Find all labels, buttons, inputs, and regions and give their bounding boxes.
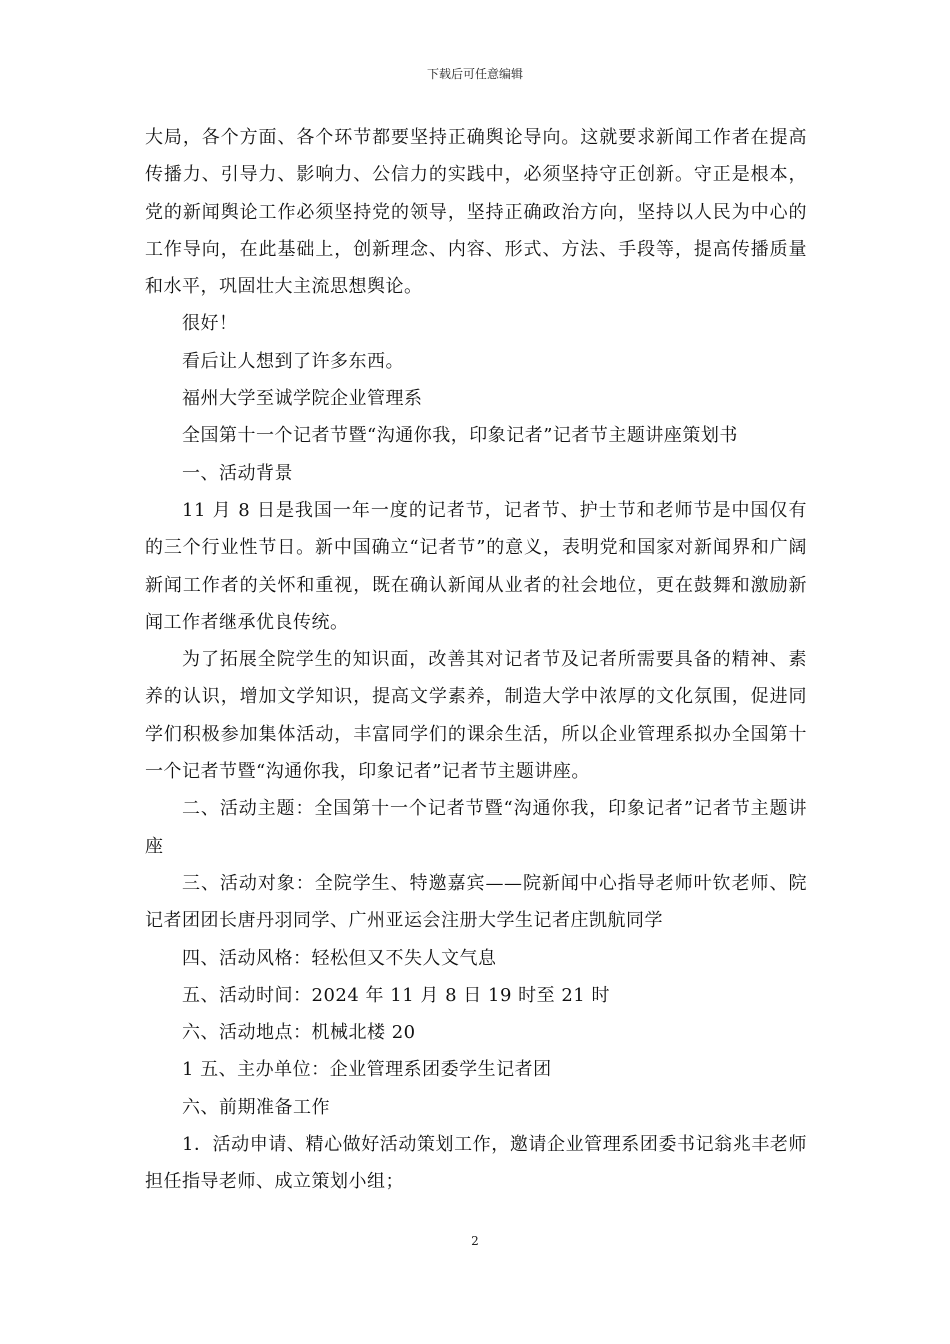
section-heading: 四、活动风格：轻松但又不失人文气息 [182,947,497,969]
paragraph: 大局，各个方面、各个环节都要坚持正确舆论导向。这就要求新闻工作者在提高传播力、引导力、影响力、公信力的实践中，必须坚持守正创新。守正是根本，党的新闻舆论工作必须坚持党的领导，坚持正确政治方向，坚持以人民为中心的工作导向，在此基础上，创新理念、内容、形式、方法、手段等，提高传播质量和水平，巩固壮大主流思想舆论。 [145,127,807,298]
paragraph: 看后让人想到了许多东西。 [182,350,404,372]
paragraph: 11 月 8 日是我国一年一度的记者节，记者节、护士节和老师节是中国仅有的三个行业性节日。新中国确立“记者节”的意义，表明党和国家对新闻界和广阔新闻工作者的关怀和重视，既在确认新闻从业者的社会地位，更在鼓舞和激励新闻工作者继承优良传统。 [145,499,807,633]
section-heading: 六、前期准备工作 [182,1096,330,1118]
section-heading: 五、活动时间：2024 年 11 月 8 日 19 时至 21 时 [182,984,610,1006]
document-title: 全国第十一个记者节暨“沟通你我，印象记者”记者节主题讲座策划书 [182,425,738,447]
paragraph: 福州大学至诚学院企业管理系 [182,388,423,410]
paragraph: 1．活动申请、精心做好活动策划工作，邀请企业管理系团委书记翁兆丰老师担任指导老师、成立策划小组； [145,1134,807,1193]
page-number: 2 [471,1234,479,1248]
paragraph: 为了拓展全院学生的知识面，改善其对记者节及记者所需要具备的精神、素养的认识，增加文学知识，提高文学素养，制造大学中浓厚的文化氛围，促进同学们积极参加集体活动，丰富同学们的课余生活，所以企业管理系拟办全国第十一个记者节暨“沟通你我，印象记者”记者节主题讲座。 [145,649,807,783]
section-heading: 1 五、主办单位：企业管理系团委学生记者团 [182,1059,552,1081]
section-heading: 六、活动地点：机械北楼 20 [182,1022,416,1044]
section-heading: 一、活动背景 [182,462,293,484]
document-body [145,119,807,1201]
paragraph: 很好！ [182,313,238,335]
section-heading: 二、活动主题：全国第十一个记者节暨“沟通你我，印象记者”记者节主题讲座 [145,798,807,857]
section-heading: 三、活动对象：全院学生、特邀嘉宾——院新闻中心指导老师叶钦老师、院记者团团长唐丹羽同学、广州亚运会注册大学生记者庄凯航同学 [145,872,807,932]
page-header: 下载后可任意编辑 [426,67,523,81]
